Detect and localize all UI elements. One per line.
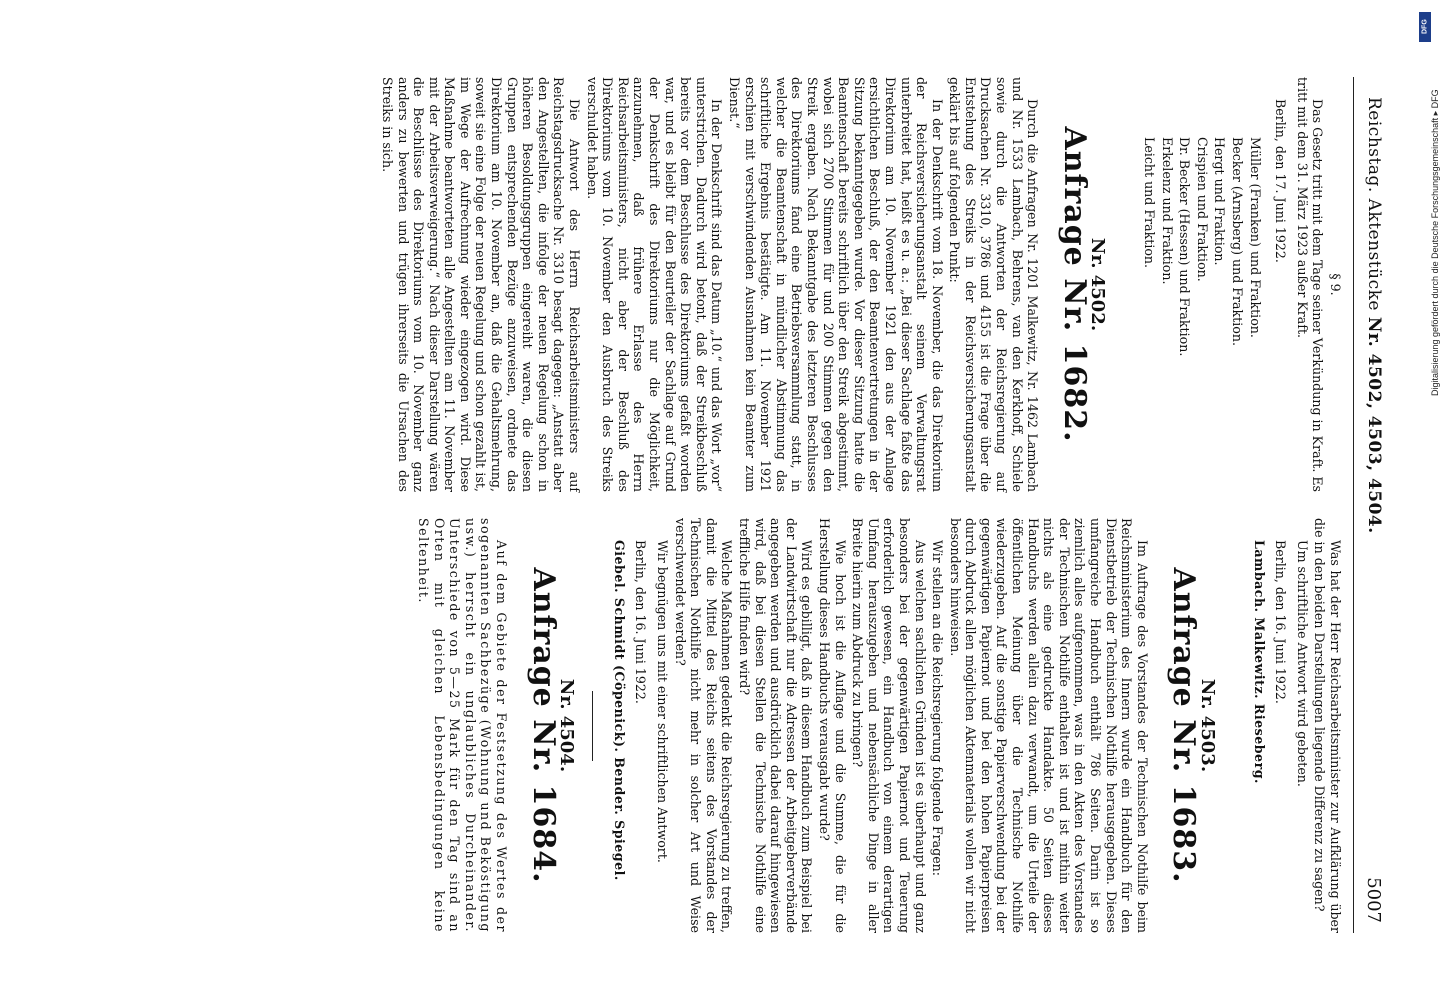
paragraph: Auf dem Gebiete der Festsetzung des Wertes der sogenannten Sachbezüge (Wohnung und Beköstigung usw.) herrscht ein unglaubliches Durcheinander. Unterschiede von 5—25 Mark für den Tag sind an Orten mit gleichen Lebensbedingungen keine Seltenheit.	[416, 518, 510, 933]
document-page	[2, 55, 1392, 955]
paragraph: Im Auftrage des Vorstandes der Technischen Nothilfe beim Reichsministerium des Innern wurde ein Handbuch für den Dienstbetrieb der Technischen Nothilfe herausgegeben. Dieses umfangreiche Handbuch enthält 786 Seiten. Darin ist so ziemlich alles aufgenommen, was in den Akten des Vorstandes der Technischen Nothilfe enthalten ist und ist mithin weiter nichts als eine gedruckte Handakte. 50 Seiten dieses Handbuchs werden allein dazu verwandt, um die Urteile der öffentlichen Meinung über die Technische Nothilfe wiederzugeben. Auf die sonstige Papierverschwendung bei der gegenwärtigen Papiernot und bei den hohen Papierpreisen durch Abdruck allen möglichen Aktenmaterials wollen wir nicht besonders hinweisen.	[947, 518, 1150, 933]
date-line: Berlin, den 16. Juni 1922.	[1273, 540, 1289, 704]
paragraph: Aus welchen sachlichen Gründen ist es überhaupt und ganz besonders bei der gegenwärtigen Papiernot und Teuerung erforderlich gewesen, ein Handbuch von einem derartigen Umfang herauszugeben und nebensächliche Dinge in aller Breite hierin zum Abdruck zu bringen?	[850, 518, 928, 933]
signer: Erkelenz und Fraktion.	[1159, 137, 1175, 285]
paragraph: Wie hoch ist die Auflage und die Summe, die für die Herstellung dieses Handbuchs verausgabt wurde?	[816, 518, 848, 933]
date-line: Berlin, den 17. Juni 1922.	[1273, 99, 1289, 263]
question: Was hat der Herr Reichsarbeitsminister zur Aufklärung über die in den beiden Darstellungen liegende Differenz zu sagen?	[1312, 518, 1343, 933]
column-right	[377, 518, 1343, 933]
document-number: Nr. 4504.	[556, 678, 578, 773]
running-title	[1364, 97, 1384, 534]
signer: Becker (Arnsberg) und Fraktion.	[1230, 137, 1246, 346]
digitization-note	[1418, 8, 1440, 998]
document-number: Nr. 4502.	[1087, 237, 1109, 332]
signer: Hergt und Fraktion.	[1212, 137, 1228, 266]
paragraph: Die Antwort des Herrn Reichsarbeitsministers auf Reichstagsdrucksache Nr. 3310 besagt dagegen: „Anstatt aber den Angestellten, die infolge der neuen Regelung schon in höheren Besoldungsgruppen eingereiht waren, die diesen Gruppen entsprechenden Bezüge anzuweisen, ordnete das Direktorium am 10. November an, daß die Gehaltsmehrung, soweit sie eine Folge der neuen Regelung und schon gezahlt ist, im Wege der Aufrechnung wieder eingezogen wird. Diese Maßnahme beantworteten alle Angestellten am 11. November mit der Arbeitsverweigerung.“ Nach dieser Darstellung wären die Beschlüsse des Direktoriums vom 10. November ganz anders zu bewerten und trügen ihrerseits die Ursachen des Streiks in sich.	[379, 77, 583, 492]
paragraph: In der Denkschrift sind das Datum „10.“ und das Wort „vor“ unterstrichen. Dadurch wird betont, daß der Streikbeschluß bereits vor dem Beschlusse des Direktoriums gefaßt worden war, und es bleibt für den Beurteiler der Sachlage auf Grund der Denkschrift des Direktoriums nur die Möglichkeit, anzunehmen, daß frühere Erlasse des Herrn Reichsarbeitsministers, nicht aber der Beschluß des Direktoriums vom 10. November den Ausbruch des Streiks verschuldet haben.	[584, 77, 725, 492]
divider	[592, 691, 593, 761]
paragraph: Durch die Anfragen Nr. 1201 Malkewitz, Nr. 1462 Lambach und Nr. 1533 Lambach, Behrens, van den Kerkhoff, Schiele sowie durch die Antworten der Reichsregierung auf Drucksachen Nr. 3310, 3786 und 4155 ist die Frage über die Entstehung des Streiks in der Reichsversicherungsanstalt geklärt bis auf folgenden Punkt:	[947, 77, 1041, 492]
page-header	[1353, 77, 1392, 933]
signer-line: Giebel. Schmidt (Cöpenick). Bender. Spiegel.	[611, 540, 627, 881]
column-left	[377, 77, 1343, 492]
inquiry-title: Anfrage Nr. 1683.	[1166, 567, 1202, 884]
signer-line: Lambach. Malkewitz. Rieseberg.	[1251, 540, 1267, 784]
signer: Crispien und Fraktion.	[1194, 137, 1210, 282]
signer: Müller (Franken) und Fraktion.	[1247, 137, 1263, 338]
date-line: Berlin, den 16. Juni 1922.	[633, 540, 649, 704]
dfg-logo-icon: DFG	[1419, 12, 1431, 42]
page-number: 5007	[1363, 877, 1384, 923]
running-title-prefix: Reichstag. Aktenstücke	[1364, 97, 1384, 311]
request-note: Um schriftliche Antwort wird gebeten.	[1294, 540, 1310, 787]
paragraph: Wir begnügen uns mit einer schriftlichen Antwort.	[655, 540, 671, 863]
paragraph: Wir stellen an die Reichsregierung folgende Fragen:	[930, 540, 946, 877]
section-heading: § 9.	[1328, 273, 1343, 296]
paragraph: In der Denkschrift vom 18. November, die das Direktorium der Reichsversicherungsanstalt seinem Verwaltungsrat unterbreitet hat, heißt es u. a.: „Bei dieser Sachlage faßte das Direktorium am 10. November 1921 den aus der Anlage ersichtlichen Beschluß, der den Beamtenvertretungen in der Sitzung bekanntgegeben wurde. Vor dieser Sitzung hatte die Beamtenschaft bereits schriftlich über den Streik abgestimmt, wobei sich 2700 Stimmen für und 200 Stimmen gegen den Streik ergaben. Nach Bekanntgabe des letzteren Beschlusses des Direktoriums fand eine Betriebsversammlung statt, in welcher die Beamtenschaft in mündlicher Abstimmung das schriftliche Ergebnis bestätigte. Am 11. November 1921 erschien mit verschwindenden Ausnahmen kein Beamter zum Dienst.“	[727, 77, 945, 492]
signer: Leicht und Fraktion.	[1142, 137, 1158, 269]
document-number: Nr. 4503.	[1197, 678, 1219, 773]
paragraph: Wird es gebilligt, daß in diesem Handbuch zum Beispiel bei der Landwirtschaft nur die Adressen der Arbeitgeberverbände angegeben werden und ausdrücklich dabei darauf hingewiesen wird, daß bei diesen Stellen die Technische Nothilfe eine treffliche Hilfe finden wird?	[737, 518, 815, 933]
inquiry-title: Anfrage Nr. 1682.	[1056, 126, 1092, 443]
signer-list	[1141, 137, 1262, 492]
paragraph: Welche Maßnahmen gedenkt die Reichsregierung zu treffen, damit die Mittel des Reichs seitens des Vorstandes der Technischen Nothilfe nicht mehr in solcher Art und Weise verschwendet werden?	[672, 518, 735, 933]
law-text: Das Gesetz tritt mit dem Tage seiner Verkündung in Kraft. Es tritt mit dem 31. März 1923 außer Kraft.	[1294, 77, 1326, 492]
signer: Dr. Becker (Hessen) und Fraktion.	[1177, 137, 1193, 357]
inquiry-title: Anfrage Nr. 1684.	[525, 567, 561, 884]
running-title-numbers: Nr. 4502, 4503, 4504.	[1364, 316, 1384, 534]
digitization-note-text: Digitalisierung gefördert durch die Deutsche Forschungsgemeinschaft ▸ DFG	[1430, 89, 1440, 396]
